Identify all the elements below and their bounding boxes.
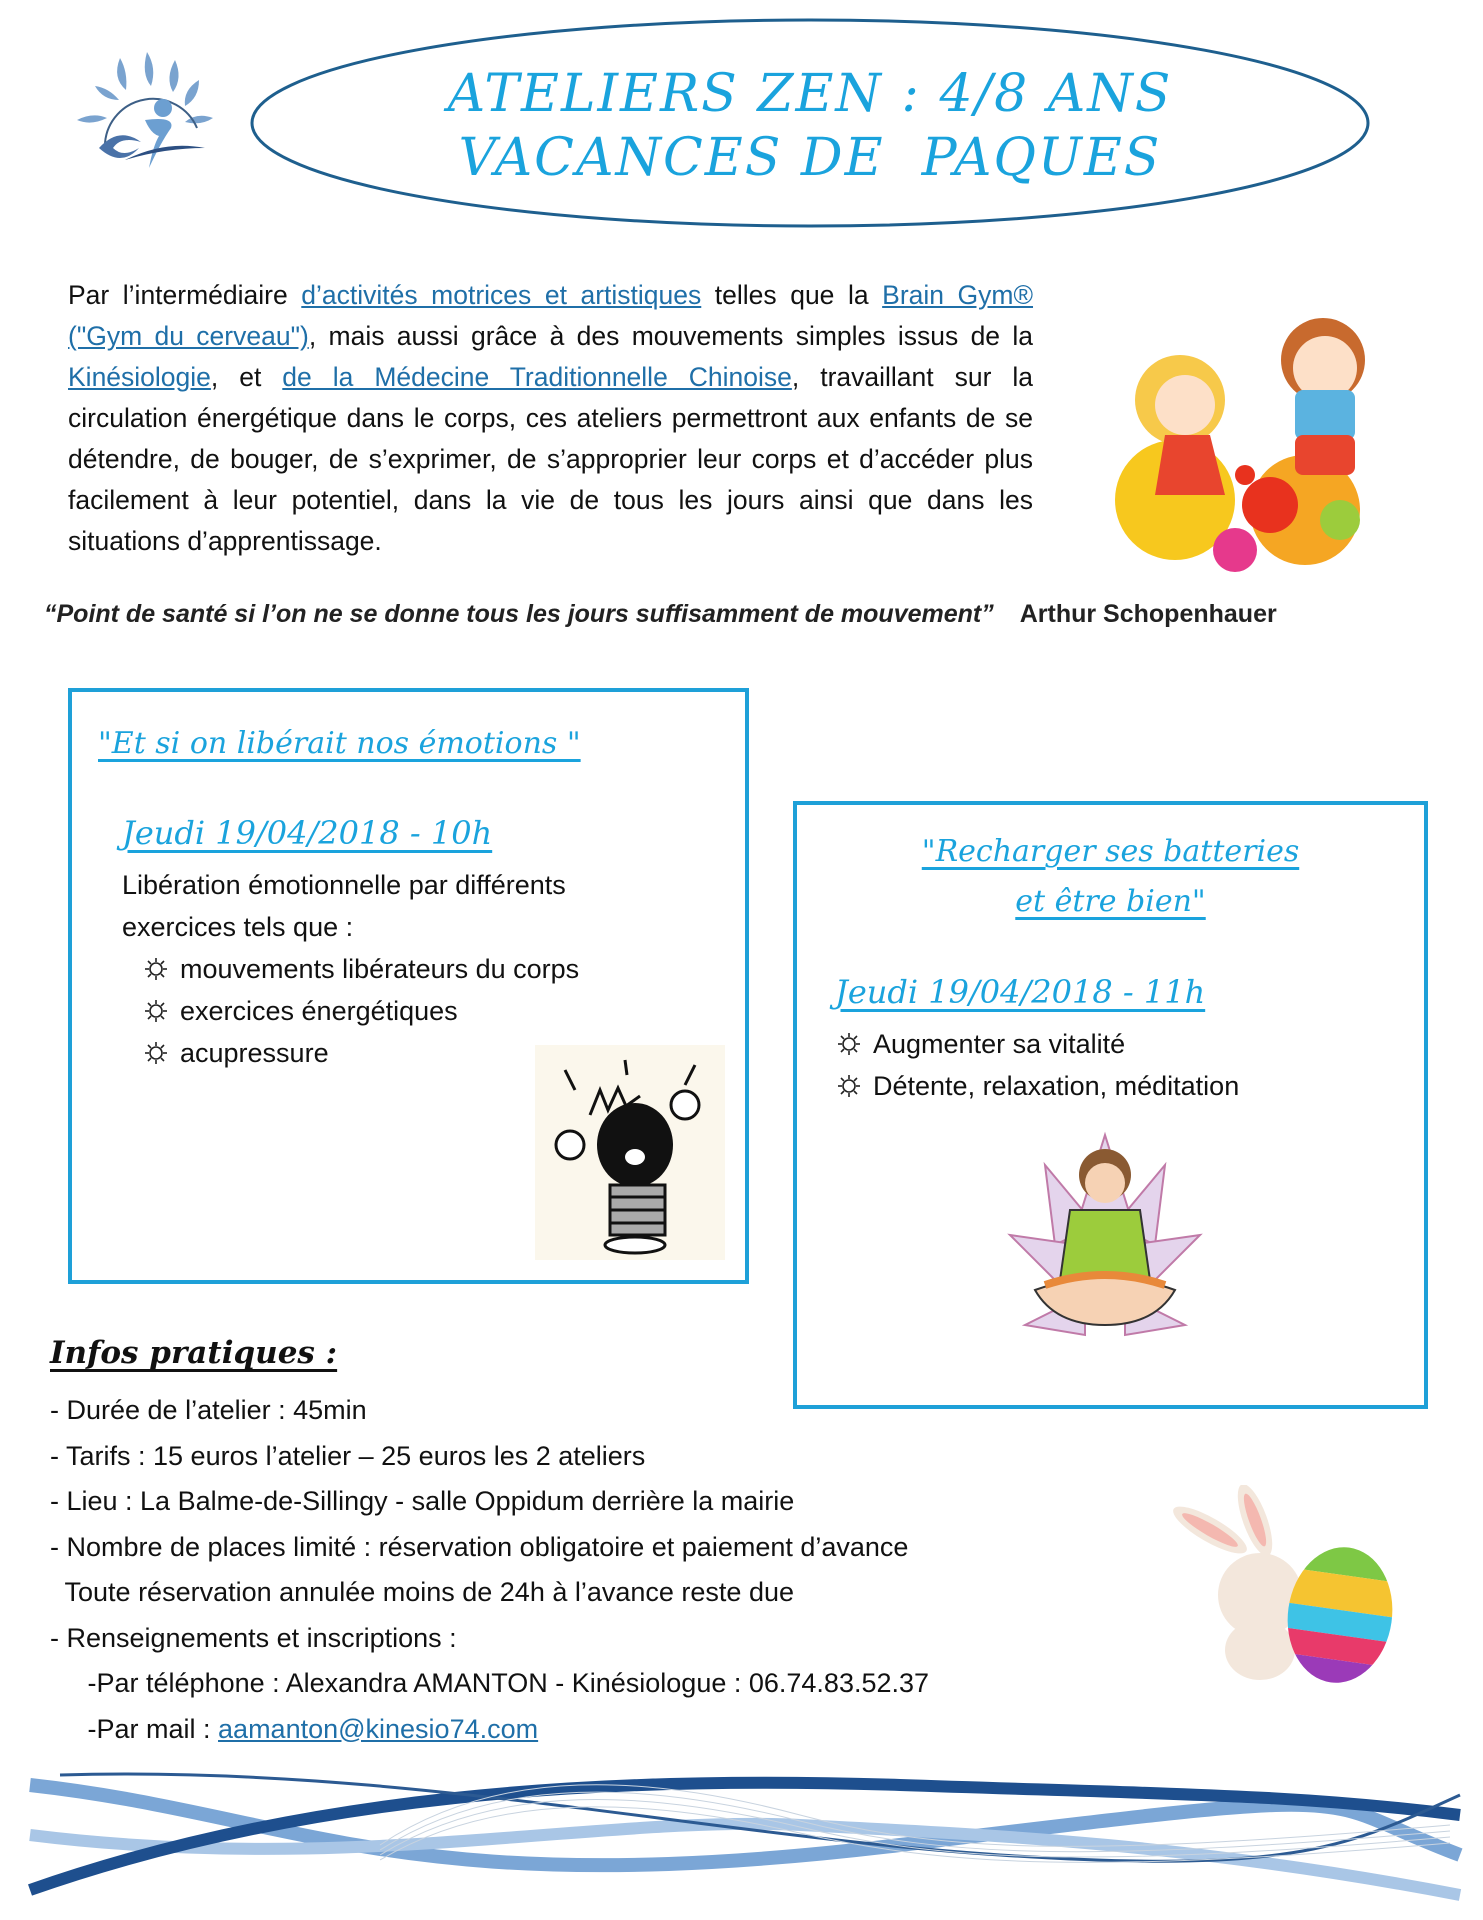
title-line-1: ATELIERS ZEN : 4/8 ANS [447,64,1173,124]
info-lieu: - Lieu : La Balme-de-Sillingy - salle Oppidum derrière la mairie [50,1486,795,1516]
sun-bullet-icon [144,1041,168,1065]
email-link[interactable]: aamanton@kinesio74.com [218,1713,539,1744]
bullet-text: acupressure [180,1038,329,1068]
info-duration: - Durée de l’atelier : 45min [50,1395,367,1425]
session-2-title-1: "Recharger ses batteries [921,834,1300,869]
bullet-text: Augmenter sa vitalité [873,1029,1126,1059]
info-telephone: -Par téléphone : Alexandra AMANTON - Kinésiologue : 06.74.83.52.37 [50,1668,930,1698]
meditating-child-illustration [1005,1125,1205,1350]
session-1-desc-1: Libération émotionnelle par différents [122,870,566,900]
sun-bullet-icon [144,999,168,1023]
quote-text: “Point de santé si l’on ne se donne tous les jours suffisamment de mouvement” [44,600,994,628]
link-brain-gym[interactable]: Brain Gym® ("Gym du cerveau") [68,280,1034,351]
jumping-children-illustration [1085,300,1405,580]
session-2-date: Jeudi 19/04/2018 - 11h [835,973,1206,1011]
info-renseignements: - Renseignements et inscriptions : [50,1622,457,1653]
intro-paragraph [68,275,1033,562]
page-title [300,62,1320,190]
logo-icon [75,48,225,173]
infos-list [50,1388,1130,1752]
session-1-desc-2: exercices tels que : [122,912,354,942]
sun-bullet-icon [837,1074,861,1098]
shouting-child-illustration [535,1045,725,1260]
intro-text: , travaillant sur la circulation énergétique dans le corps, ces ateliers permettront aux enfants de se détendre, de bouger, de s’exprimer, de s’approprier leur corps et d’accéder plus facilement à leur potentiel, dans la vie de tous les jours ainsi que dans les situations d’apprentissage. [68,362,1033,556]
info-mail-label: -Par mail : [50,1713,219,1744]
link-activites[interactable]: d’activités motrices et artistiques [301,280,702,310]
title-line-2: VACANCES DE PAQUES [458,128,1162,188]
sun-bullet-icon [144,957,168,981]
quote [44,600,1454,629]
bullet-text: exercices énergétiques [180,996,458,1026]
session-1-title: "Et si on libérait nos émotions " [98,726,581,761]
intro-text: Par l’intermédiaire [68,280,302,310]
quote-author: Arthur Schopenhauer [1019,600,1277,628]
easter-bunny-illustration [1150,1485,1420,1695]
bullet-text: mouvements libérateurs du corps [180,954,580,984]
info-annulation: Toute réservation annulée moins de 24h à l’avance reste due [50,1577,794,1607]
intro-text: telles que la [701,280,883,310]
intro-text: , et [210,362,283,392]
footer-wave-decoration [0,1755,1483,1905]
info-places: - Nombre de places limité : réservation obligatoire et paiement d’avance [50,1531,909,1562]
session-2-bullet [837,1065,1397,1107]
bullet-text: Détente, relaxation, méditation [873,1071,1240,1101]
sun-bullet-icon [837,1032,861,1056]
session-2-title-2: et être bien" [1015,884,1206,919]
session-1-bullet [144,948,722,990]
infos-title: Infos pratiques : [50,1335,338,1371]
info-tarifs: - Tarifs : 15 euros l’atelier – 25 euros les 2 ateliers [50,1440,646,1471]
intro-text: , mais aussi grâce à des mouvements simples issus de la [308,321,1033,351]
link-mtc[interactable]: de la Médecine Traditionnelle Chinoise [282,362,792,392]
session-2-bullet [837,1023,1397,1065]
link-kinesiologie[interactable]: Kinésiologie [68,362,211,392]
session-1-bullet [144,990,722,1032]
session-1-date: Jeudi 19/04/2018 - 10h [122,814,493,852]
